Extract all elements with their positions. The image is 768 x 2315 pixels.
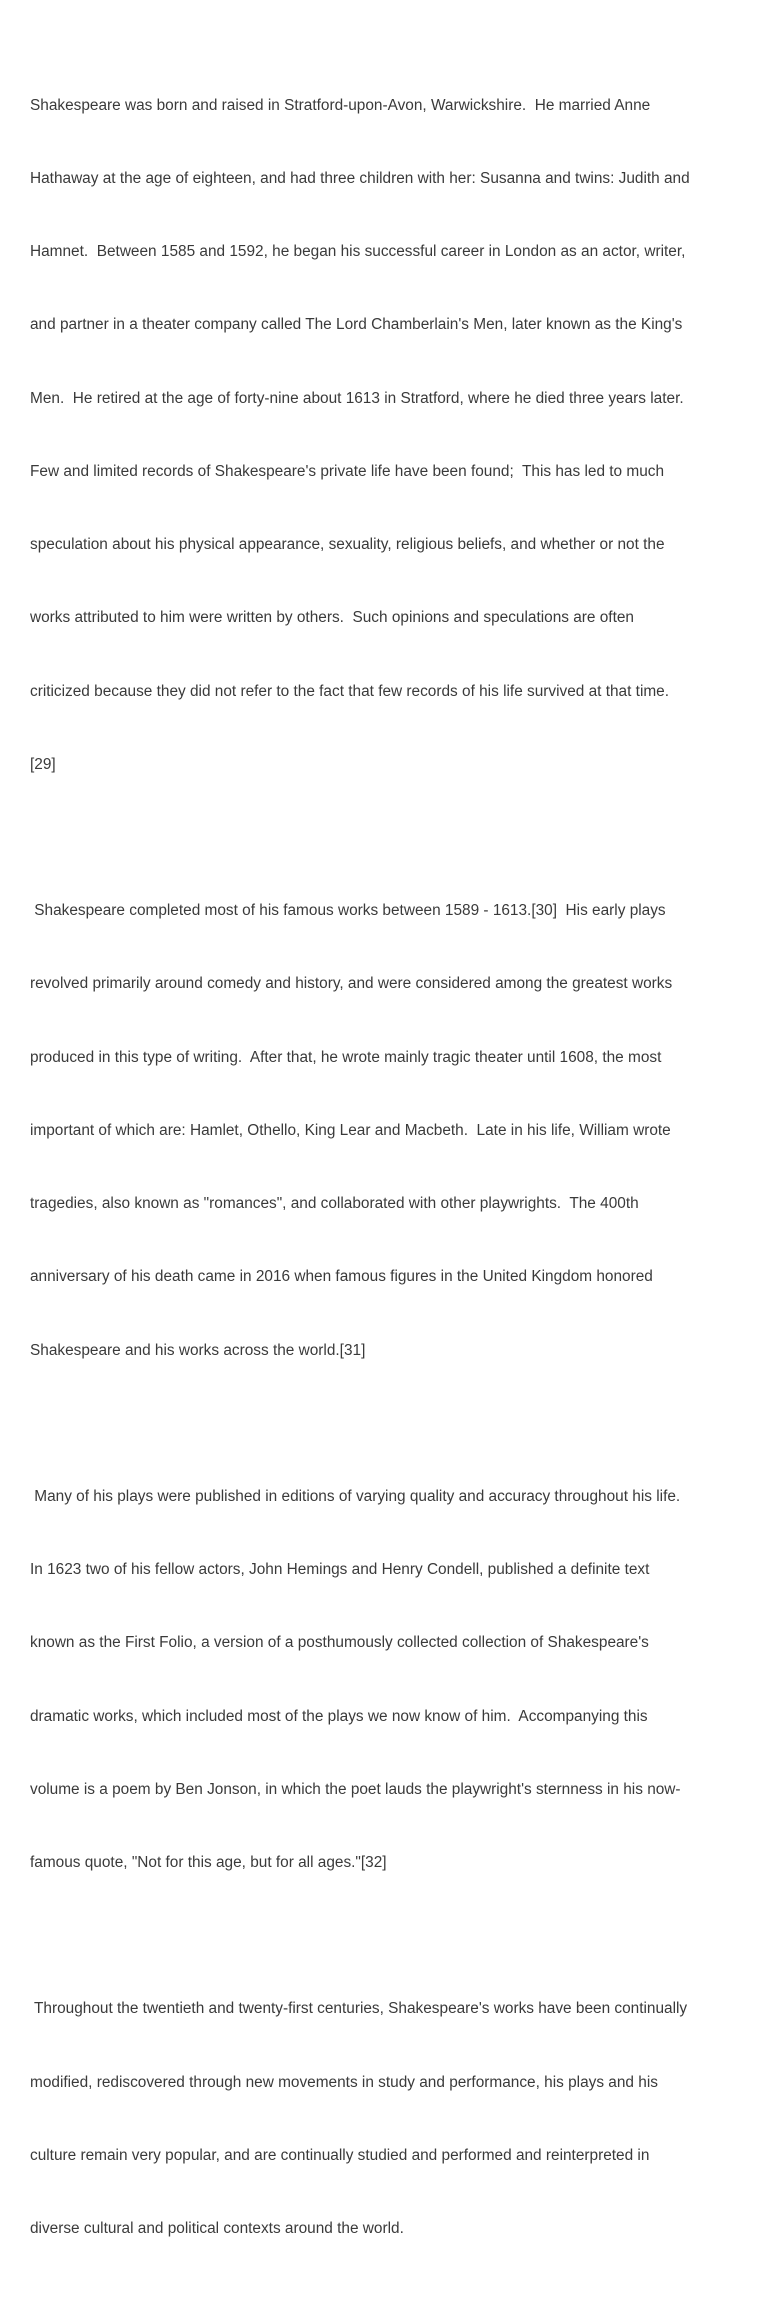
paragraph-line: Throughout the twentieth and twenty-first centuries, Shakespeare's works have been continually bbox=[30, 2000, 688, 2018]
paragraph-3 bbox=[30, 1436, 742, 1924]
paragraph-line: In 1623 two of his fellow actors, John Hemings and Henry Condell, published a definite text bbox=[30, 1561, 650, 1579]
document-body bbox=[30, 45, 742, 2315]
paragraph-line: revolved primarily around comedy and history, and were considered among the greatest works bbox=[30, 975, 673, 993]
paragraph-line: Hathaway at the age of eighteen, and had three children with her: Susanna and twins: Judith and bbox=[30, 170, 690, 188]
paragraph-line: volume is a poem by Ben Jonson, in which the poet lauds the playwright's sternness in his now- bbox=[30, 1780, 681, 1798]
paragraph-line: Men. He retired at the age of forty-nine about 1613 in Stratford, where he died three years later. bbox=[30, 389, 684, 407]
paragraph-1 bbox=[30, 45, 742, 826]
paragraph-line: and partner in a theater company called The Lord Chamberlain's Men, later known as the King's bbox=[30, 316, 683, 334]
paragraph-line: known as the First Folio, a version of a posthumously collected collection of Shakespeare's bbox=[30, 1634, 649, 1652]
paragraph-line: famous quote, "Not for this age, but for all ages."[32] bbox=[30, 1854, 387, 1872]
paragraph-2 bbox=[30, 850, 742, 1411]
paragraph-line: modified, rediscovered through new movements in study and performance, his plays and his bbox=[30, 2073, 658, 2091]
paragraph-line: important of which are: Hamlet, Othello, King Lear and Macbeth. Late in his life, William wrote bbox=[30, 1121, 671, 1139]
paragraph-line: criticized because they did not refer to the fact that few records of his life survived at that time. bbox=[30, 682, 670, 700]
paragraph-4 bbox=[30, 1949, 742, 2291]
paragraph-line: Many of his plays were published in editions of varying quality and accuracy throughout his life. bbox=[30, 1487, 681, 1505]
paragraph-line: dramatic works, which included most of the plays we now know of him. Accompanying this bbox=[30, 1707, 648, 1725]
citation-line: [29] bbox=[30, 755, 56, 773]
paragraph-line: speculation about his physical appearance, sexuality, religious beliefs, and whether or not the bbox=[30, 536, 665, 554]
paragraph-line: Hamnet. Between 1585 and 1592, he began his successful career in London as an actor, writer, bbox=[30, 243, 686, 261]
paragraph-line: tragedies, also known as "romances", and collaborated with other playwrights. The 400th bbox=[30, 1195, 639, 1213]
paragraph-line: produced in this type of writing. After that, he wrote mainly tragic theater until 1608, the most bbox=[30, 1048, 662, 1066]
paragraph-line: Few and limited records of Shakespeare's private life have been found; This has led to much bbox=[30, 462, 665, 480]
paragraph-line: Shakespeare and his works across the world.[31] bbox=[30, 1341, 366, 1359]
paragraph-line: Shakespeare completed most of his famous works between 1589 - 1613.[30] His early plays bbox=[30, 902, 666, 920]
paragraph-line: diverse cultural and political contexts around the world. bbox=[30, 2220, 404, 2238]
paragraph-line: culture remain very popular, and are continually studied and performed and reinterpreted in bbox=[30, 2146, 650, 2164]
paragraph-line: Shakespeare was born and raised in Stratford-upon-Avon, Warwickshire. He married Anne bbox=[30, 96, 651, 114]
paragraph-line: anniversary of his death came in 2016 when famous figures in the United Kingdom honored bbox=[30, 1268, 653, 1286]
paragraph-line: works attributed to him were written by others. Such opinions and speculations are often bbox=[30, 609, 634, 627]
